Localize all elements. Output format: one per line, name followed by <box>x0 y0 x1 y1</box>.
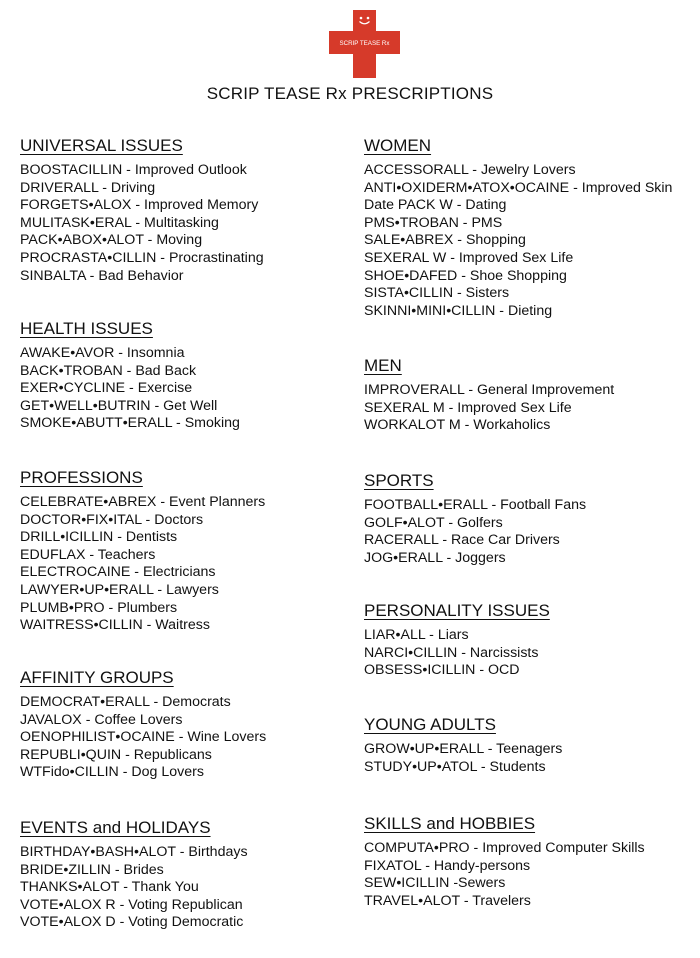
prescription-item: ANTI•OXIDERM•ATOX•OCAINE - Improved Skin <box>364 179 673 196</box>
prescription-item: WAITRESS•CILLIN - Waitress <box>20 617 210 634</box>
section-heading: WOMEN <box>364 136 432 155</box>
prescription-item: NARCI•CILLIN - Narcissists <box>364 644 539 661</box>
section-heading: YOUNG ADULTS <box>364 715 496 734</box>
prescription-item: DRILL•ICILLIN - Dentists <box>20 529 178 546</box>
prescription-item: BRIDE•ZILLIN - Brides <box>20 861 164 878</box>
section-heading: UNIVERSAL ISSUES <box>20 136 183 155</box>
prescription-item: BOOSTACILLIN - Improved Outlook <box>20 162 247 178</box>
section-men <box>364 356 614 435</box>
section-heading: MEN <box>364 356 402 375</box>
section-health-issues <box>20 319 240 433</box>
prescription-item: SHOE•DAFED - Shoe Shopping <box>364 267 567 284</box>
prescription-item: FORGETS•ALOX - Improved Memory <box>20 197 259 214</box>
prescription-item: Date PACK W - Dating <box>364 197 507 214</box>
prescription-list <box>20 844 248 932</box>
prescription-item: SEXERAL M - Improved Sex Life <box>364 399 572 416</box>
prescription-item: LAWYER•UP•ERALL - Lawyers <box>20 581 219 598</box>
prescription-item: JOG•ERALL - Joggers <box>364 549 506 566</box>
prescription-list <box>364 162 672 320</box>
prescription-list <box>20 494 265 635</box>
prescription-item: OENOPHILIST•OCAINE - Wine Lovers <box>20 729 267 746</box>
section-heading: HEALTH ISSUES <box>20 319 153 338</box>
prescription-item: PMS•TROBAN - PMS <box>364 214 503 231</box>
prescription-list <box>364 627 550 680</box>
prescription-item: WORKALOT M - Workaholics <box>364 417 551 434</box>
prescription-item: FIXATOL - Handy-persons <box>364 857 531 874</box>
prescription-item: PLUMB•PRO - Plumbers <box>20 599 178 616</box>
prescription-item: SMOKE•ABUTT•ERALL - Smoking <box>20 415 240 432</box>
prescription-item: SKINNI•MINI•CILLIN - Dieting <box>364 302 553 319</box>
section-events-and-holidays <box>20 818 248 932</box>
logo-red-cross <box>329 10 400 78</box>
prescription-list <box>364 382 614 435</box>
logo-text: SCRIP TEASE Rx <box>339 40 390 47</box>
prescription-list <box>364 497 586 567</box>
section-affinity-groups <box>20 668 266 782</box>
section-heading: SPORTS <box>364 471 434 490</box>
prescription-item: DOCTOR•FIX•ITAL - Doctors <box>20 511 204 528</box>
prescription-item: GET•WELL•BUTRIN - Get Well <box>20 397 218 414</box>
section-heading: EVENTS and HOLIDAYS <box>20 818 211 837</box>
section-personality-issues <box>364 601 550 680</box>
section-skills-and-hobbies <box>364 814 645 910</box>
prescription-item: PACK•ABOX•ALOT - Moving <box>20 232 203 249</box>
prescription-item: BIRTHDAY•BASH•ALOT - Birthdays <box>20 844 248 860</box>
prescription-list <box>20 345 240 433</box>
prescription-item: LIAR•ALL - Liars <box>364 627 469 643</box>
prescription-list <box>364 741 562 776</box>
prescription-item: IMPROVERALL - General Improvement <box>364 382 615 398</box>
prescription-item: SISTA•CILLIN - Sisters <box>364 285 510 302</box>
section-heading: PROFESSIONS <box>20 468 143 487</box>
prescription-item: OBSESS•ICILLIN - OCD <box>364 662 520 679</box>
prescription-item: ELECTROCAINE - Electricians <box>20 564 216 581</box>
prescription-item: THANKS•ALOT - Thank You <box>20 879 199 896</box>
prescription-item: WTFido•CILLIN - Dog Lovers <box>20 764 204 781</box>
prescription-item: DEMOCRAT•ERALL - Democrats <box>20 694 231 710</box>
section-universal-issues <box>20 136 264 285</box>
prescription-item: GROW•UP•ERALL - Teenagers <box>364 741 563 757</box>
prescription-item: MULITASK•ERAL - Multitasking <box>20 214 219 231</box>
section-heading: AFFINITY GROUPS <box>20 668 174 687</box>
prescription-list <box>20 162 264 285</box>
prescription-item: SEW•ICILLIN -Sewers <box>364 875 506 892</box>
prescription-item: STUDY•UP•ATOL - Students <box>364 758 546 775</box>
prescription-item: PROCRASTA•CILLIN - Procrastinating <box>20 249 264 266</box>
prescription-item: FOOTBALL•ERALL - Football Fans <box>364 497 587 513</box>
section-young-adults <box>364 715 562 776</box>
prescription-item: VOTE•ALOX R - Voting Republican <box>20 896 243 913</box>
prescription-item: JAVALOX - Coffee Lovers <box>20 711 183 728</box>
prescription-item: EXER•CYCLINE - Exercise <box>20 380 193 397</box>
section-heading: SKILLS and HOBBIES <box>364 814 536 833</box>
prescription-item: AWAKE•AVOR - Insomnia <box>20 345 185 361</box>
prescription-item: RACERALL - Race Car Drivers <box>364 532 560 549</box>
prescription-item: CELEBRATE•ABREX - Event Planners <box>20 494 266 510</box>
prescription-item: COMPUTA•PRO - Improved Computer Skills <box>364 840 645 856</box>
section-sports <box>364 471 586 567</box>
prescription-item: DRIVERALL - Driving <box>20 179 156 196</box>
prescription-item: BACK•TROBAN - Bad Back <box>20 362 197 379</box>
page-title: SCRIP TEASE Rx PRESCRIPTIONS <box>206 84 494 103</box>
prescription-item: SINBALTA - Bad Behavior <box>20 267 184 284</box>
prescription-item: VOTE•ALOX D - Voting Democratic <box>20 914 244 931</box>
prescription-item: REPUBLI•QUIN - Republicans <box>20 746 212 763</box>
red-cross-icon <box>329 10 400 78</box>
section-professions <box>20 468 265 635</box>
prescription-item: TRAVEL•ALOT - Travelers <box>364 892 531 909</box>
prescription-item: SALE•ABREX - Shopping <box>364 232 526 249</box>
prescription-item: ACCESSORALL - Jewelry Lovers <box>364 162 576 178</box>
prescription-item: SEXERAL W - Improved Sex Life <box>364 249 574 266</box>
prescription-list <box>364 840 645 910</box>
prescription-item: GOLF•ALOT - Golfers <box>364 514 503 531</box>
prescription-item: EDUFLAX - Teachers <box>20 546 156 563</box>
section-heading: PERSONALITY ISSUES <box>364 601 550 620</box>
prescription-list <box>20 694 266 782</box>
section-women <box>364 136 672 320</box>
